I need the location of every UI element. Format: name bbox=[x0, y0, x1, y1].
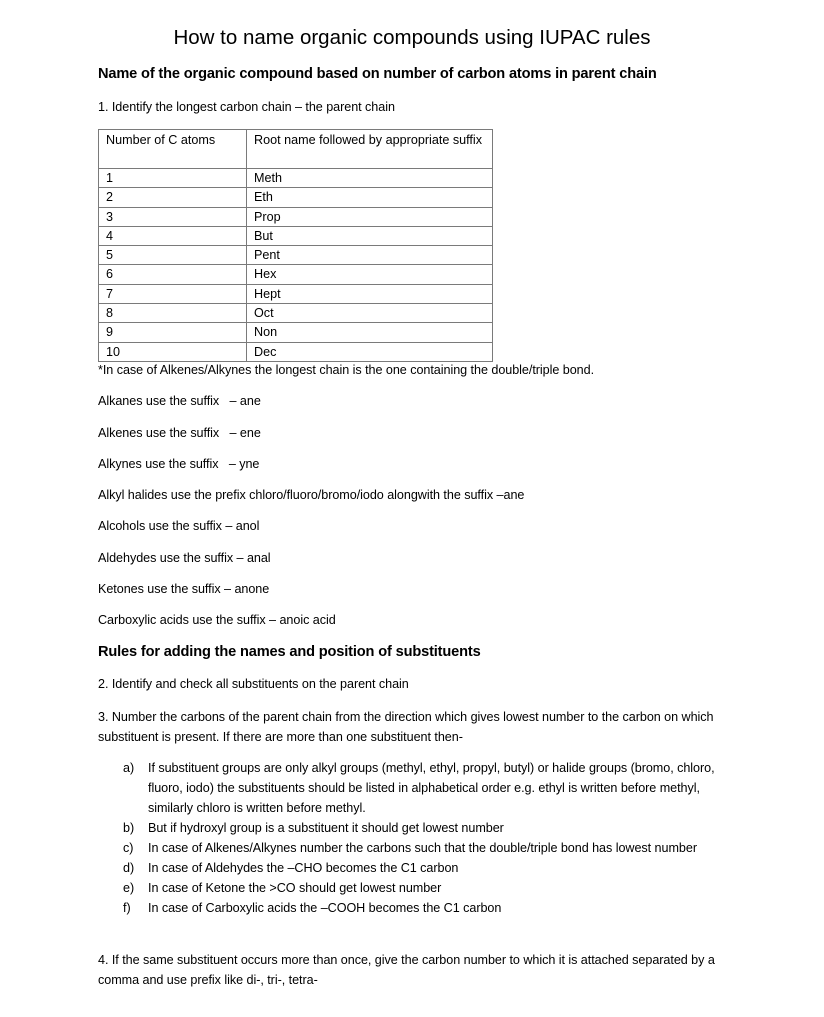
list-item bbox=[98, 878, 738, 898]
carbon-count-cell: 8 bbox=[99, 304, 247, 323]
list-marker: e) bbox=[123, 881, 135, 895]
root-name-cell: But bbox=[247, 226, 493, 245]
list-item bbox=[98, 898, 738, 918]
list-item-text: If substituent groups are only alkyl groups (methyl, ethyl, propyl, butyl) or halide groups (bromo, chloro, fluoro, iodo) the substituents should be listed in alphabetical order e.g. ethyl is written before methyl, similarly chloro is written before methyl. bbox=[148, 761, 715, 815]
list-item-text: But if hydroxyl group is a substituent it should get lowest number bbox=[148, 821, 504, 835]
step-4-text: 4. If the same substituent occurs more than once, give the carbon number to which it is attached separated by a comma and use prefix like di-, tri-, tetra- bbox=[98, 953, 715, 987]
suffix-rule-alkenes: Alkenes use the suffix – ene bbox=[98, 426, 261, 440]
root-name-cell: Hex bbox=[247, 265, 493, 284]
table-header-row bbox=[99, 130, 493, 169]
document-title: How to name organic compounds using IUPAC rules bbox=[173, 26, 651, 49]
table-row bbox=[99, 265, 493, 284]
list-item-text: In case of Ketone the >CO should get lowest number bbox=[148, 881, 442, 895]
carbon-root-name-table bbox=[98, 129, 493, 362]
root-name-cell: Dec bbox=[247, 342, 493, 361]
step-1-text: 1. Identify the longest carbon chain – the parent chain bbox=[98, 100, 395, 114]
list-item bbox=[98, 818, 738, 838]
suffix-rule-alkanes: Alkanes use the suffix – ane bbox=[98, 394, 261, 408]
table-header-cell: Number of C atoms bbox=[99, 130, 247, 169]
root-name-cell: Hept bbox=[247, 284, 493, 303]
carbon-count-cell: 6 bbox=[99, 265, 247, 284]
suffix-rule-ketones: Ketones use the suffix – anone bbox=[98, 582, 270, 596]
table-row bbox=[99, 169, 493, 188]
carbon-count-cell: 9 bbox=[99, 323, 247, 342]
table-row bbox=[99, 207, 493, 226]
list-item bbox=[98, 838, 738, 858]
root-name-cell: Prop bbox=[247, 207, 493, 226]
alkene-alkyne-note: *In case of Alkenes/Alkynes the longest chain is the one containing the double/triple bond. bbox=[98, 363, 595, 377]
carbon-count-cell: 7 bbox=[99, 284, 247, 303]
carbon-count-cell: 4 bbox=[99, 226, 247, 245]
table-row bbox=[99, 188, 493, 207]
suffix-rule-alkyl-halides: Alkyl halides use the prefix chloro/fluoro/bromo/iodo alongwith the suffix –ane bbox=[98, 488, 525, 502]
table-row bbox=[99, 246, 493, 265]
carbon-count-cell: 3 bbox=[99, 207, 247, 226]
list-marker: a) bbox=[123, 761, 135, 775]
section-heading-substituents: Rules for adding the names and position of substituents bbox=[98, 644, 481, 660]
root-name-cell: Oct bbox=[247, 304, 493, 323]
carbon-count-cell: 2 bbox=[99, 188, 247, 207]
substituent-rules-list bbox=[98, 758, 738, 918]
suffix-rule-alcohols: Alcohols use the suffix – anol bbox=[98, 519, 260, 533]
list-marker: c) bbox=[123, 841, 134, 855]
table-row bbox=[99, 304, 493, 323]
suffix-rule-alkynes: Alkynes use the suffix – yne bbox=[98, 457, 260, 471]
list-item-text: In case of Alkenes/Alkynes number the carbons such that the double/triple bond has lowest number bbox=[148, 841, 697, 855]
table-header-cell: Root name followed by appropriate suffix bbox=[247, 130, 493, 169]
suffix-rule-carboxylic-acids: Carboxylic acids use the suffix – anoic acid bbox=[98, 613, 336, 627]
carbon-count-cell: 1 bbox=[99, 169, 247, 188]
table-row bbox=[99, 226, 493, 245]
section-heading-carbon-atoms: Name of the organic compound based on number of carbon atoms in parent chain bbox=[98, 66, 657, 82]
suffix-rule-aldehydes: Aldehydes use the suffix – anal bbox=[98, 551, 271, 565]
step-3-text: 3. Number the carbons of the parent chain from the direction which gives lowest number to the carbon on which substituent is present. If there are more than one substituent then- bbox=[98, 710, 714, 744]
root-name-cell: Meth bbox=[247, 169, 493, 188]
carbon-count-cell: 5 bbox=[99, 246, 247, 265]
carbon-count-cell: 10 bbox=[99, 342, 247, 361]
list-item bbox=[98, 758, 738, 818]
list-marker: b) bbox=[123, 821, 135, 835]
list-item bbox=[98, 858, 738, 878]
list-marker: d) bbox=[123, 861, 135, 875]
table-row bbox=[99, 323, 493, 342]
table-row bbox=[99, 342, 493, 361]
step-2-text: 2. Identify and check all substituents on the parent chain bbox=[98, 677, 409, 691]
root-name-cell: Eth bbox=[247, 188, 493, 207]
root-name-cell: Non bbox=[247, 323, 493, 342]
root-name-cell: Pent bbox=[247, 246, 493, 265]
table-row bbox=[99, 284, 493, 303]
list-item-text: In case of Carboxylic acids the –COOH becomes the C1 carbon bbox=[148, 901, 502, 915]
list-item-text: In case of Aldehydes the –CHO becomes the C1 carbon bbox=[148, 861, 459, 875]
list-marker: f) bbox=[123, 901, 131, 915]
